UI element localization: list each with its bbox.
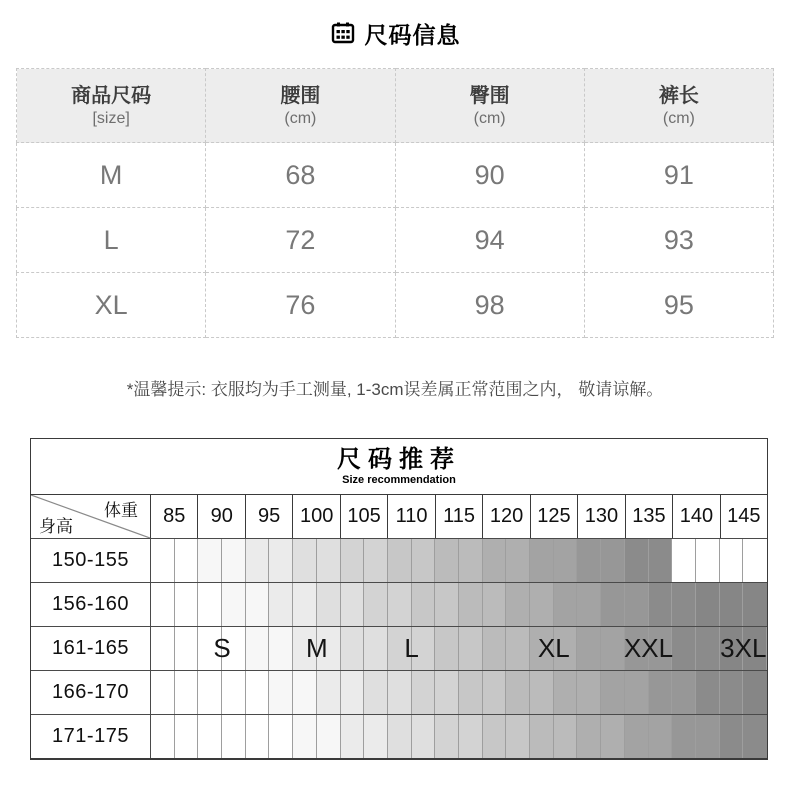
size-table-cell: 72: [206, 208, 395, 273]
size-table-body: [17, 143, 774, 338]
grid-cell: [151, 583, 175, 626]
grid-cell: [530, 583, 554, 626]
grid-cell: [649, 671, 673, 714]
grid-cell: [364, 627, 388, 670]
size-table-cell: 93: [584, 208, 773, 273]
grid-cell: [222, 539, 246, 582]
grid-cell: [412, 671, 436, 714]
grid-cell: [435, 539, 459, 582]
grid-cell: [222, 715, 246, 758]
grid-cell: [175, 671, 199, 714]
grid-cell: [388, 715, 412, 758]
size-recommendation-table: [30, 438, 768, 760]
grid-cell: [554, 671, 578, 714]
grid-cell: [246, 583, 270, 626]
grid-cell: [198, 539, 222, 582]
grid-cell: [696, 671, 720, 714]
grid-cell: [672, 583, 696, 626]
grid-cell: [649, 715, 673, 758]
grid-cell: [530, 715, 554, 758]
grid-cell: [341, 627, 365, 670]
grid-cell: [506, 583, 530, 626]
grid-cell: [625, 715, 649, 758]
grid-cell: [530, 539, 554, 582]
grid-cell: [364, 671, 388, 714]
height-label-cell: 166-170: [31, 671, 151, 714]
grid-cell: [483, 671, 507, 714]
grid-cell: [388, 671, 412, 714]
header-sub-text: [size]: [92, 109, 130, 127]
grid-cell: [364, 539, 388, 582]
grid-cell: [388, 539, 412, 582]
grid-cell: [577, 583, 601, 626]
grid-cell: [435, 715, 459, 758]
shaded-cells: [151, 627, 767, 670]
recommendation-header-row: [31, 494, 767, 538]
grid-cell: [577, 715, 601, 758]
header-sub-text: (cm): [284, 109, 317, 127]
weight-header-cell: 85: [151, 495, 198, 538]
size-band-label: XL: [537, 632, 570, 663]
grid-cell: [696, 539, 720, 582]
grid-cell: [341, 583, 365, 626]
header-sub-text: (cm): [662, 109, 695, 127]
size-table-cell: 95: [584, 273, 773, 338]
grid-cell: [601, 627, 625, 670]
header-main-text: 臀围: [469, 84, 510, 107]
grid-cell: [388, 583, 412, 626]
grid-cell: [459, 715, 483, 758]
header-main-text: 腰围: [280, 84, 321, 107]
recommendation-subtitle: Size recommendation: [342, 474, 456, 486]
grid-cell: [459, 671, 483, 714]
recommendation-row: [31, 582, 767, 626]
grid-cell: [269, 583, 293, 626]
size-chart-icon: [330, 20, 356, 46]
recommendation-row: [31, 670, 767, 714]
grid-cell: [317, 583, 341, 626]
grid-cell: [743, 539, 767, 582]
height-label-cell: 171-175: [31, 715, 151, 758]
grid-cell: [293, 671, 317, 714]
size-table-cell: M: [17, 143, 206, 208]
size-table-cell: 98: [395, 273, 584, 338]
size-table-row: [17, 273, 774, 338]
grid-cell: [601, 671, 625, 714]
grid-cell: [364, 583, 388, 626]
grid-cell: [198, 671, 222, 714]
size-table: [16, 68, 774, 338]
grid-cell: [317, 539, 341, 582]
recommendation-row: [31, 714, 767, 758]
grid-cell: [554, 715, 578, 758]
size-table-header-cell: [395, 69, 584, 143]
grid-cell: [412, 715, 436, 758]
grid-cell: [341, 715, 365, 758]
grid-cell: [720, 715, 744, 758]
grid-cell: [601, 539, 625, 582]
grid-cell: [577, 627, 601, 670]
grid-cell: [601, 715, 625, 758]
weight-header-cell: 120: [483, 495, 530, 538]
grid-cell: [743, 583, 767, 626]
size-table-cell: 76: [206, 273, 395, 338]
weight-header-cell: 130: [578, 495, 625, 538]
grid-cell: [459, 539, 483, 582]
grid-cell: [483, 627, 507, 670]
grid-cell: [720, 539, 744, 582]
grid-cell: [435, 671, 459, 714]
shaded-cells: [151, 539, 767, 582]
grid-cell: [506, 627, 530, 670]
measurement-note: *温馨提示: 衣服均为手工测量, 1-3cm误差属正常范围之内， 敬请谅解。: [126, 380, 664, 399]
grid-cell: [672, 671, 696, 714]
weight-header-cell: 135: [626, 495, 673, 538]
grid-cell: [577, 539, 601, 582]
height-label-cell: 161-165: [31, 627, 151, 670]
size-band-label: S: [213, 632, 231, 663]
size-band-label: L: [404, 632, 419, 663]
recommendation-title: 尺码推荐: [337, 447, 461, 473]
header-main-text: 商品尺码: [71, 84, 152, 107]
grid-cell: [720, 583, 744, 626]
grid-cell: [625, 539, 649, 582]
grid-cell: [151, 715, 175, 758]
grid-cell: [625, 583, 649, 626]
grid-cell: [269, 671, 293, 714]
grid-cell: [222, 583, 246, 626]
grid-cell: [506, 539, 530, 582]
weight-header-cell: 145: [727, 505, 761, 527]
recommendation-title-block: [31, 439, 767, 494]
grid-cell: [269, 539, 293, 582]
recommendation-body: [31, 538, 767, 758]
grid-cell: [412, 539, 436, 582]
grid-cell: [506, 715, 530, 758]
size-band-label: M: [306, 632, 328, 663]
grid-cell: [530, 671, 554, 714]
shaded-cells: [151, 583, 767, 626]
grid-cell: [151, 627, 175, 670]
grid-cell: [293, 715, 317, 758]
grid-cell: [317, 671, 341, 714]
size-table-cell: 91: [584, 143, 773, 208]
size-table-cell: 68: [206, 143, 395, 208]
grid-cell: [198, 715, 222, 758]
recommendation-row: [31, 626, 767, 670]
size-table-cell: 90: [395, 143, 584, 208]
grid-cell: [720, 671, 744, 714]
grid-cell: [364, 715, 388, 758]
size-table-header-row: [17, 69, 774, 143]
size-table-header-cell: [584, 69, 773, 143]
weight-header-cell: 100: [293, 495, 340, 538]
grid-cell: [198, 583, 222, 626]
grid-cell: [649, 539, 673, 582]
grid-cell: [696, 583, 720, 626]
height-label-cell: 150-155: [31, 539, 151, 582]
size-table-row: [17, 143, 774, 208]
grid-cell: [151, 539, 175, 582]
grid-cell: [151, 671, 175, 714]
grid-cell: [483, 715, 507, 758]
corner-cell: [31, 495, 151, 538]
size-band-label: XXL: [623, 632, 674, 663]
weight-header-cell: 90: [198, 495, 245, 538]
grid-cell: [601, 583, 625, 626]
grid-cell: [696, 715, 720, 758]
shaded-cells: [151, 715, 767, 758]
grid-cell: [246, 671, 270, 714]
height-label-cell: 156-160: [31, 583, 151, 626]
grid-cell: [412, 583, 436, 626]
grid-cell: [483, 583, 507, 626]
grid-cell: [649, 583, 673, 626]
grid-cell: [341, 539, 365, 582]
corner-weight-label: 体重: [104, 501, 138, 520]
grid-cell: [269, 627, 293, 670]
grid-cell: [672, 539, 696, 582]
grid-cell: [483, 539, 507, 582]
size-table-head: [17, 69, 774, 143]
grid-cell: [672, 715, 696, 758]
weight-header-cell: 110: [388, 495, 435, 538]
recommendation-row: [31, 538, 767, 582]
grid-cell: [317, 715, 341, 758]
grid-cell: [175, 539, 199, 582]
grid-cell: [743, 671, 767, 714]
grid-cell: [743, 715, 767, 758]
header-sub-text: (cm): [473, 109, 506, 127]
grid-cell: [293, 583, 317, 626]
grid-cell: [506, 671, 530, 714]
weight-header-cell: 125: [531, 495, 578, 538]
shaded-cells: [151, 671, 767, 714]
grid-cell: [459, 627, 483, 670]
grid-cell: [175, 583, 199, 626]
weight-header-cell: 115: [436, 495, 483, 538]
size-table-cell: 94: [395, 208, 584, 273]
size-table-header-cell: [17, 69, 206, 143]
weight-header-cell: 140: [673, 495, 720, 538]
grid-cell: [554, 539, 578, 582]
size-table-cell: L: [17, 208, 206, 273]
grid-cell: [341, 671, 365, 714]
grid-cell: [246, 627, 270, 670]
size-band-label: 3XL: [720, 632, 767, 663]
grid-cell: [625, 671, 649, 714]
grid-cell: [435, 627, 459, 670]
grid-cell: [175, 627, 199, 670]
grid-cell: [222, 671, 246, 714]
grid-cell: [577, 671, 601, 714]
grid-cell: [293, 539, 317, 582]
grid-cell: [696, 627, 720, 670]
grid-cell: [246, 715, 270, 758]
header-main-text: 裤长: [658, 84, 699, 107]
weight-header-cell: 105: [341, 495, 388, 538]
size-table-cell: XL: [17, 273, 206, 338]
size-table-header-cell: [206, 69, 395, 143]
weight-header-cell: 95: [246, 495, 293, 538]
grid-cell: [269, 715, 293, 758]
grid-cell: [672, 627, 696, 670]
page-title: 尺码信息: [364, 21, 461, 48]
grid-cell: [554, 583, 578, 626]
page-header: [0, 0, 790, 52]
grid-cell: [246, 539, 270, 582]
size-table-row: [17, 208, 774, 273]
grid-cell: [435, 583, 459, 626]
grid-cell: [459, 583, 483, 626]
grid-cell: [175, 715, 199, 758]
corner-height-label: 身高: [39, 517, 73, 536]
